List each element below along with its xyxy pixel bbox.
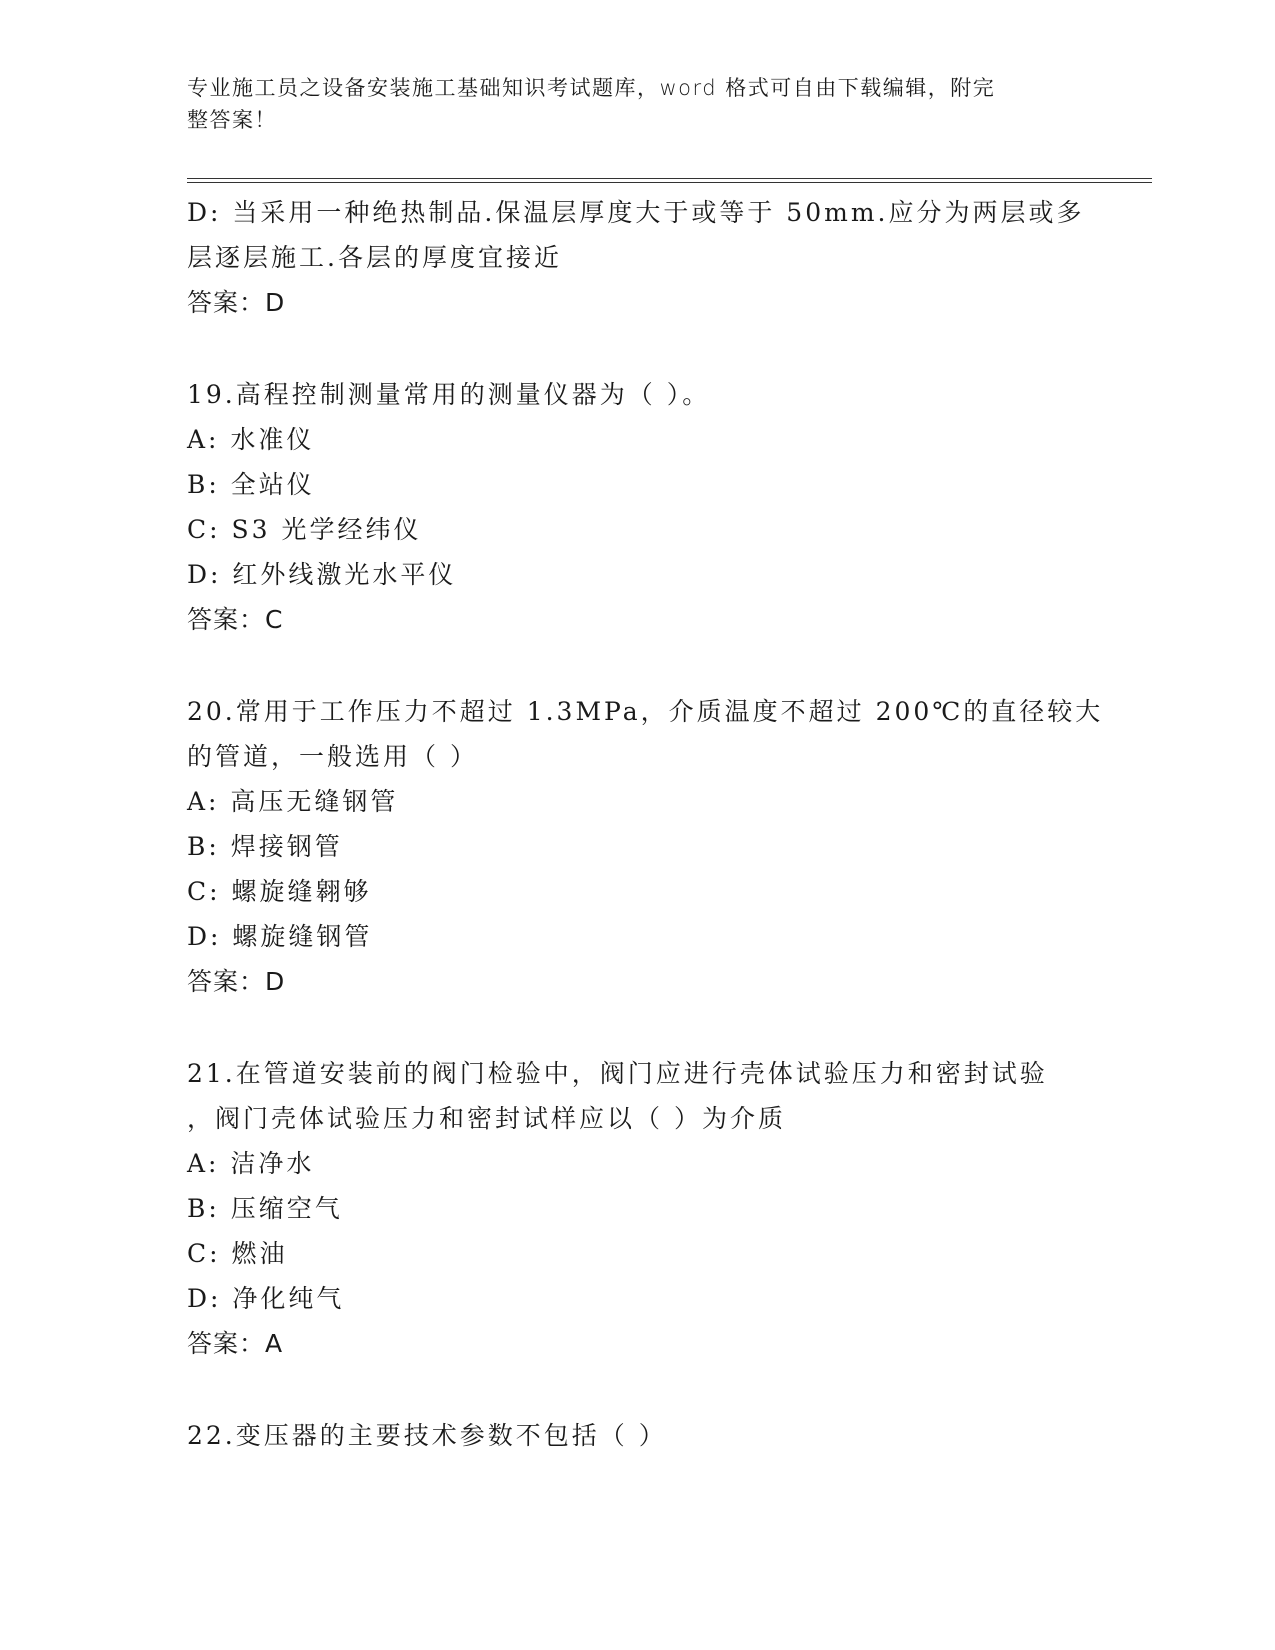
option-b: B: 压缩空气 [187,1194,343,1223]
option-b: B: 全站仪 [187,470,315,499]
option-d: D: 净化纯气 [187,1284,345,1313]
question-stem: 22.变压器的主要技术参数不包括（ ） [187,1421,667,1450]
question-stem-line-2: 的管道，一般选用（ ） [187,742,478,771]
answer-line: 答案：C [187,605,284,634]
question-stem-line-1: 21.在管道安装前的阀门检验中，阀门应进行壳体试验压力和密封试验 [187,1059,1048,1088]
question-stem: 19.高程控制测量常用的测量仪器为（ ）。 [187,380,711,409]
option-c: C: 燃油 [187,1239,288,1268]
question-18-tail [187,190,1087,325]
option-d-line-2: 层逐层施工.各层的厚度宜接近 [187,243,562,272]
header-divider-thin [187,178,1152,179]
question-stem-line-1: 20.常用于工作压力不超过 1.3MPa，介质温度不超过 200℃的直径较大 [187,697,1104,726]
option-b: B: 焊接钢管 [187,832,343,861]
question-22 [187,1413,1087,1458]
option-d: D: 红外线激光水平仪 [187,560,457,589]
header-line-1: 专业施工员之设备安装施工基础知识考试题库，word 格式可自由下载编辑，附完 [187,76,996,100]
option-a: A: 洁净水 [187,1149,315,1178]
option-c: C: 螺旋缝翱够 [187,877,372,906]
option-a: A: 水准仪 [187,425,315,454]
header-line-2: 整答案！ [187,108,277,132]
document-header [187,72,1067,136]
answer-line: 答案：A [187,1329,284,1358]
option-d: D: 螺旋缝钢管 [187,922,373,951]
option-c: C: S3 光学经纬仪 [187,515,422,544]
option-d-line-1: D: 当采用一种绝热制品.保温层厚度大于或等于 50mm.应分为两层或多 [187,198,1085,227]
question-21 [187,1051,1087,1366]
answer-line: 答案：D [187,967,286,996]
option-a: A: 高压无缝钢管 [187,787,399,816]
question-stem-line-2: ，阀门壳体试验压力和密封试样应以（ ）为介质 [187,1104,786,1133]
question-19 [187,372,1087,642]
answer-line: 答案：D [187,288,286,317]
question-20 [187,689,1104,1004]
question-list [187,190,1104,1458]
header-divider-thick [187,182,1152,183]
